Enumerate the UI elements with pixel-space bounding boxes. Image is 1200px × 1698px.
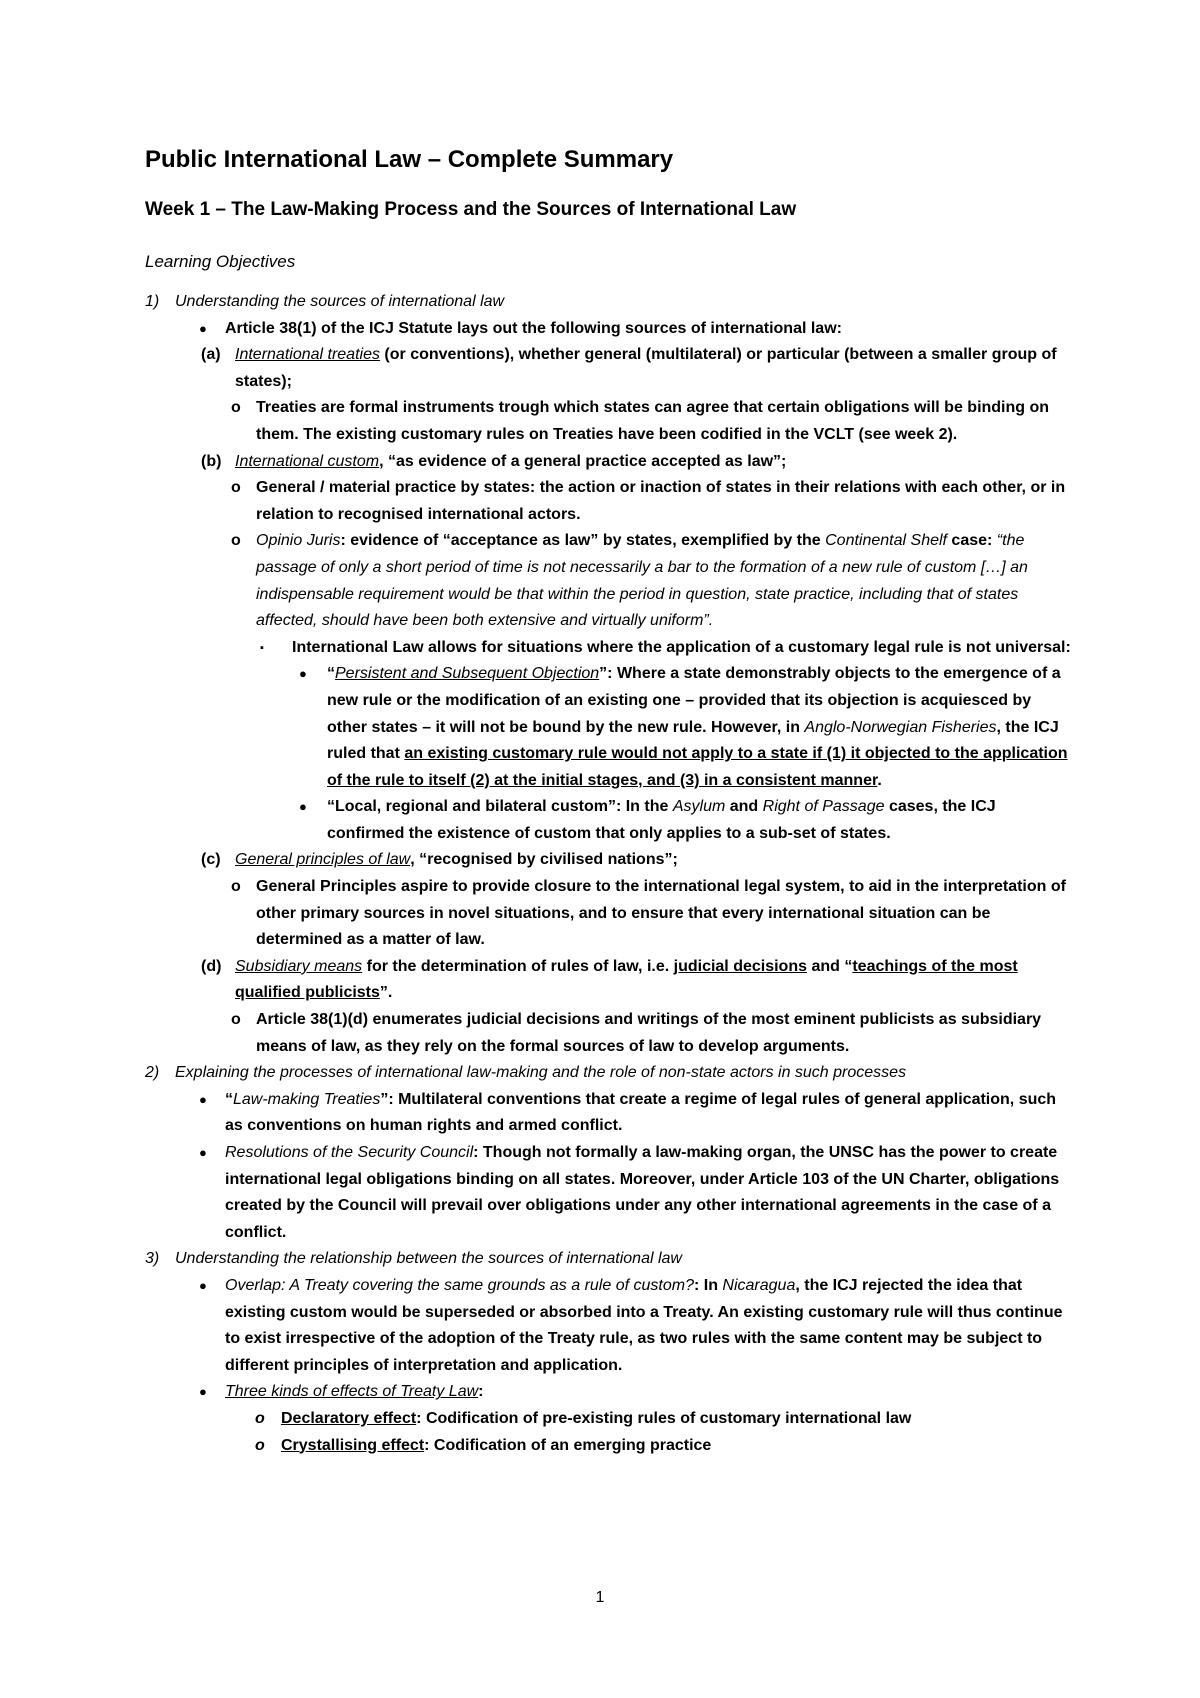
circle-bullet-icon: o (231, 399, 241, 417)
sub-item (231, 475, 1075, 528)
source-item-a (201, 342, 1075, 395)
term: Declaratory effect (281, 1409, 417, 1427)
sub-item (231, 528, 1075, 634)
text: “ (327, 665, 335, 683)
case-name: Anglo-Norwegian Fisheries (804, 718, 997, 736)
sub-item (231, 874, 1075, 954)
item-text (235, 847, 1075, 874)
source-item-d (201, 954, 1075, 1007)
list-number: 3) (145, 1250, 160, 1268)
item-text: General / material practice by states: the action or inaction of states in their relations with each other, or in relation to recognised international actors. (256, 479, 1066, 523)
bullet-icon: ● (299, 799, 307, 815)
list-item (199, 1087, 1075, 1140)
circle-bullet-icon: o (255, 1409, 265, 1427)
underlined-text: judicial decisions (673, 957, 807, 975)
case-name: Right of Passage (762, 798, 885, 816)
section-heading: Understanding the relationship between the sources of international law (175, 1250, 682, 1268)
text: and “ (807, 957, 853, 975)
circle-bullet-icon: o (231, 878, 241, 896)
section-1 (145, 289, 1075, 316)
case-name: Continental Shelf (825, 532, 947, 550)
text: . (877, 771, 882, 789)
item-text (235, 954, 1075, 1007)
square-bullet-icon: ▪ (260, 641, 264, 654)
bullet-icon: ● (299, 666, 307, 682)
objectives-heading: Learning Objectives (145, 252, 296, 271)
list-letter: (a) (201, 346, 221, 364)
quotation: “the passage of only a short period of time is not necessarily a bar to the formation of a new rule of custom […] an indispensable requirement would be that within the period in question, state practice, including that of states affected, should have been both extensive and virtually uniform”. (256, 532, 1028, 630)
circle-bullet-icon: o (231, 479, 241, 497)
text: “ (225, 1090, 233, 1108)
section-2 (145, 1060, 1075, 1087)
text: case: (946, 532, 997, 550)
deep-item (299, 661, 1075, 794)
item-text (225, 1273, 1075, 1379)
source-item-c (201, 847, 1075, 874)
text: , the ICJ ruled that (327, 718, 1059, 763)
term: Persistent and Subsequent Objection (335, 665, 600, 683)
source-item-b (201, 449, 1075, 476)
list-number: 2) (145, 1064, 160, 1082)
case-name: Asylum (672, 798, 726, 816)
text: , “as evidence of a general practice accepted as law”; (379, 452, 787, 470)
item-text (235, 342, 1075, 395)
term: Three kinds of effects of Treaty Law (225, 1383, 479, 1401)
item-text (256, 528, 1075, 634)
text: for the determination of rules of law, i.e. (362, 957, 674, 975)
text: “Local, regional and bilateral custom”: In the (327, 798, 673, 816)
item-text: General Principles aspire to provide closure to the international legal system, to aid in the interpretation of other primary sources in novel situations, and to ensure that every international situation can be determined as a matter of law. (256, 878, 1066, 949)
text: : evidence of “acceptance as law” by states, exemplified by the (340, 532, 826, 550)
term: Opinio Juris (256, 532, 341, 550)
sub-sub-item (260, 635, 1075, 662)
text: : In (693, 1276, 723, 1294)
bullet-icon: ● (199, 1384, 207, 1400)
text: ”: Multilateral conventions that create a regime of legal rules of general application, such as conventions on human rights and armed conflict. (225, 1090, 1057, 1135)
section-heading: Explaining the processes of international law-making and the role of non-state actors in such processes (175, 1064, 907, 1082)
sub-item (255, 1406, 1075, 1433)
item-text: Article 38(1)(d) enumerates judicial decisions and writings of the most eminent publicists as subsidiary means of law, as they rely on the formal sources of law to develop arguments. (256, 1011, 1042, 1055)
item-text: Article 38(1) of the ICJ Statute lays out the following sources of international law: (225, 319, 842, 337)
item-text (327, 661, 1075, 794)
term: Overlap: A Treaty covering the same grounds as a rule of custom? (225, 1276, 694, 1294)
bullet-icon: ● (199, 1277, 207, 1293)
section-3 (145, 1246, 1075, 1273)
text: ”: Where a state demonstrably objects to the emergence of a new rule or the modification of an existing one – provided that its objection is acquiesced by other states – it will not be bound by the new rule. However, in (327, 665, 1061, 736)
list-item (199, 316, 1075, 343)
list-item (199, 1140, 1075, 1246)
term: International treaties (235, 346, 380, 364)
deep-item (299, 794, 1075, 847)
item-text (235, 449, 1075, 476)
text: cases, the ICJ confirmed the existence of custom that only applies to a sub-set of states. (327, 798, 996, 842)
text: ”. (379, 984, 393, 1002)
text: , the ICJ rejected the idea that existing custom would be superseded or absorbed into a Treaty. An existing customary rule will thus continue to exist irrespective of the adoption of the Treaty rule, as two rules with the same content may be subject to different principles of interpretation and application. (225, 1276, 1063, 1374)
list-number: 1) (145, 293, 160, 310)
term: Resolutions of the Security Council (225, 1144, 474, 1161)
list-letter: (d) (201, 957, 222, 975)
underlined-text: teachings of the most qualified publicists (235, 957, 1018, 1002)
term: Law-making Treaties (233, 1090, 381, 1108)
bullet-icon: ● (199, 320, 207, 336)
item-text (327, 794, 1075, 847)
term: International custom (235, 452, 380, 470)
case-name: Nicaragua (722, 1276, 796, 1294)
text: and (725, 798, 763, 816)
list-item (199, 1379, 1075, 1406)
term: General principles of law (235, 851, 411, 869)
term: Subsidiary means (235, 957, 363, 975)
list-item (199, 1273, 1075, 1379)
item-text: International Law allows for situations where the application of a customary legal rule is not universal: (292, 638, 1071, 656)
list-letter: (b) (201, 452, 222, 470)
text: : (478, 1383, 484, 1401)
term: Crystallising effect (281, 1436, 425, 1454)
item-text (225, 1140, 1075, 1246)
text: (or conventions), whether general (multilateral) or particular (between a smaller group of states); (235, 346, 1057, 390)
week-heading: Week 1 – The Law-Making Process and the Sources of International Law (145, 199, 797, 220)
circle-bullet-icon: o (255, 1436, 265, 1454)
sub-item (231, 395, 1075, 448)
circle-bullet-icon: o (231, 532, 241, 550)
text: : Codification of an emerging practice (424, 1436, 712, 1454)
bullet-icon: ● (199, 1091, 207, 1107)
circle-bullet-icon: o (231, 1011, 241, 1029)
text: : Codification of pre-existing rules of customary international law (416, 1409, 912, 1427)
list-letter: (c) (201, 851, 221, 869)
document-body (145, 289, 1075, 1459)
document-title: Public International Law – Complete Summary (145, 146, 674, 173)
section-heading: Understanding the sources of international law (175, 293, 505, 310)
text: , “recognised by civilised nations”; (410, 851, 678, 869)
item-text (281, 1433, 1075, 1460)
sub-item (255, 1433, 1075, 1460)
sub-item (231, 1007, 1075, 1060)
item-text (225, 1087, 1075, 1140)
text: : Though not formally a law-making organ, the UNSC has the power to create international legal obligations binding on all states. Moreover, under Article 103 of the UN Charter, obligations created by the Council will prevail over obligations under any other international agreements in the case of a conflict. (225, 1144, 1060, 1241)
page-number: 1 (595, 1589, 605, 1606)
bullet-icon: ● (199, 1145, 207, 1160)
underlined-text: an existing customary rule would not apply to a state if (1) it objected to the application of the rule to itself (2) at the initial stages, and (3) in a consistent manner (327, 745, 1068, 789)
item-text (281, 1406, 1075, 1433)
item-text: Treaties are formal instruments trough which states can agree that certain obligations will be binding on them. The existing customary rules on Treaties have been codified in the VCLT (see week 2). (256, 399, 1050, 443)
item-text (225, 1379, 1075, 1406)
